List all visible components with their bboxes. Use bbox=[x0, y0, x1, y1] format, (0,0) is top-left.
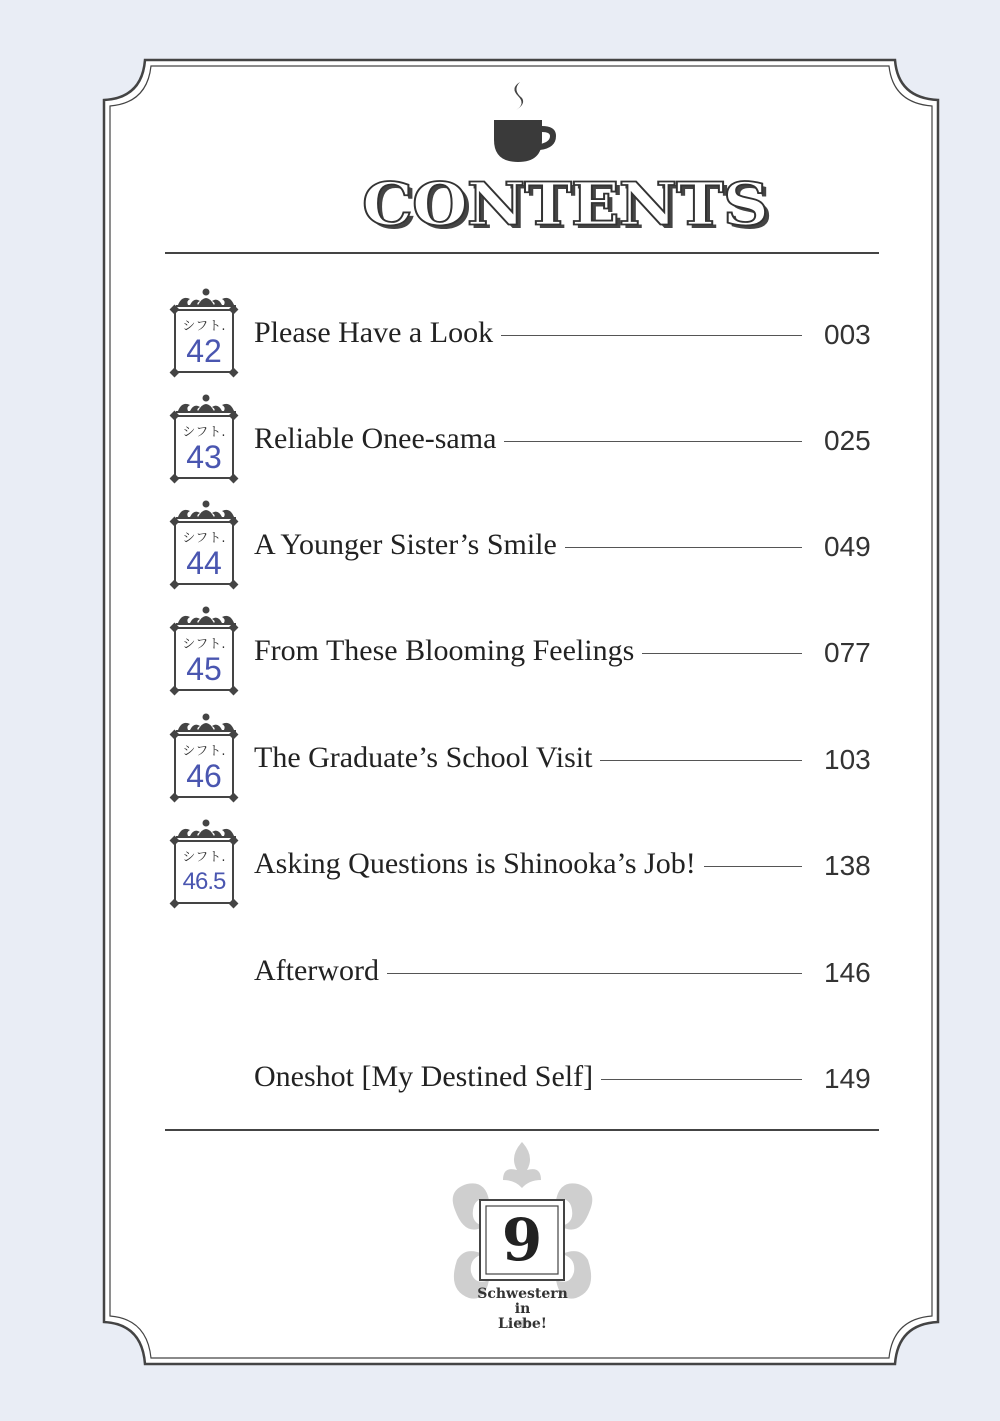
top-rule bbox=[165, 252, 879, 254]
chapter-badge bbox=[170, 287, 242, 395]
chapter-badge bbox=[170, 499, 242, 607]
page-number: 103 bbox=[824, 744, 871, 775]
crown-ornament-icon bbox=[174, 818, 238, 840]
page-number: 077 bbox=[824, 637, 871, 668]
series-title-line2: in bbox=[514, 1301, 531, 1317]
chapter-title: The Graduate’s School Visit bbox=[254, 738, 600, 778]
chapter-number: 42 bbox=[186, 333, 222, 369]
chapter-badge-frame bbox=[174, 840, 234, 904]
series-title-line3: Liebe! bbox=[498, 1316, 547, 1332]
chapter-title: Asking Questions is Shinooka’s Job! bbox=[254, 844, 704, 884]
chapter-title: Please Have a Look bbox=[254, 313, 501, 353]
chapter-number: 43 bbox=[186, 439, 222, 475]
chapter-kana: シフト. bbox=[182, 850, 226, 865]
coffee-cup-icon bbox=[488, 78, 560, 168]
toc-entry[interactable] bbox=[0, 836, 1000, 896]
chapter-badge-frame bbox=[174, 521, 234, 585]
chapter-badge-frame bbox=[174, 627, 234, 691]
chapter-title: Oneshot [My Destined Self] bbox=[254, 1057, 601, 1097]
chapter-number: 46 bbox=[186, 758, 222, 794]
volume-number: 9 bbox=[501, 1206, 543, 1274]
toc-entry[interactable] bbox=[0, 943, 1000, 1003]
chapter-number: 45 bbox=[186, 651, 222, 687]
crown-ornament-icon bbox=[174, 712, 238, 734]
page-number: 146 bbox=[824, 957, 871, 988]
toc-entry[interactable] bbox=[0, 623, 1000, 687]
chapter-badge bbox=[170, 712, 242, 820]
bottom-rule bbox=[165, 1129, 879, 1131]
chapter-kana: シフト. bbox=[182, 744, 226, 759]
chapter-kana: シフト. bbox=[182, 319, 226, 334]
page-number: 025 bbox=[824, 425, 871, 456]
chapter-title: Afterword bbox=[254, 951, 387, 991]
chapter-badge-frame bbox=[174, 309, 234, 373]
chapter-badge-frame bbox=[174, 415, 234, 479]
chapter-badge bbox=[170, 393, 242, 501]
toc-entry[interactable] bbox=[0, 517, 1000, 581]
chapter-badge bbox=[170, 818, 242, 926]
chapter-title: Reliable Onee-sama bbox=[254, 419, 504, 459]
page-number: 049 bbox=[824, 531, 871, 562]
page-number: 149 bbox=[824, 1063, 871, 1094]
contents-heading: CONTENTS bbox=[362, 170, 768, 240]
page-number: 003 bbox=[824, 319, 871, 350]
page-number: 138 bbox=[824, 850, 871, 881]
series-title-line1: Schwestern bbox=[477, 1286, 568, 1302]
chapter-badge-frame bbox=[174, 734, 234, 798]
toc-entry[interactable] bbox=[0, 1049, 1000, 1109]
chapter-number: 44 bbox=[186, 545, 222, 581]
chapter-kana: シフト. bbox=[182, 531, 226, 546]
chapter-title: A Younger Sister’s Smile bbox=[254, 525, 565, 565]
chapter-title: From These Blooming Feelings bbox=[254, 631, 642, 671]
crown-ornament-icon bbox=[174, 499, 238, 521]
chapter-number: 46.5 bbox=[182, 868, 226, 895]
chapter-kana: シフト. bbox=[182, 425, 226, 440]
crown-ornament-icon bbox=[174, 605, 238, 627]
chapter-badge bbox=[170, 605, 242, 713]
toc-entry[interactable] bbox=[0, 730, 1000, 794]
crown-ornament-icon bbox=[174, 393, 238, 415]
crown-ornament-icon bbox=[174, 287, 238, 309]
toc-entry[interactable] bbox=[0, 411, 1000, 475]
chapter-kana: シフト. bbox=[182, 637, 226, 652]
toc-entry[interactable] bbox=[0, 305, 1000, 369]
